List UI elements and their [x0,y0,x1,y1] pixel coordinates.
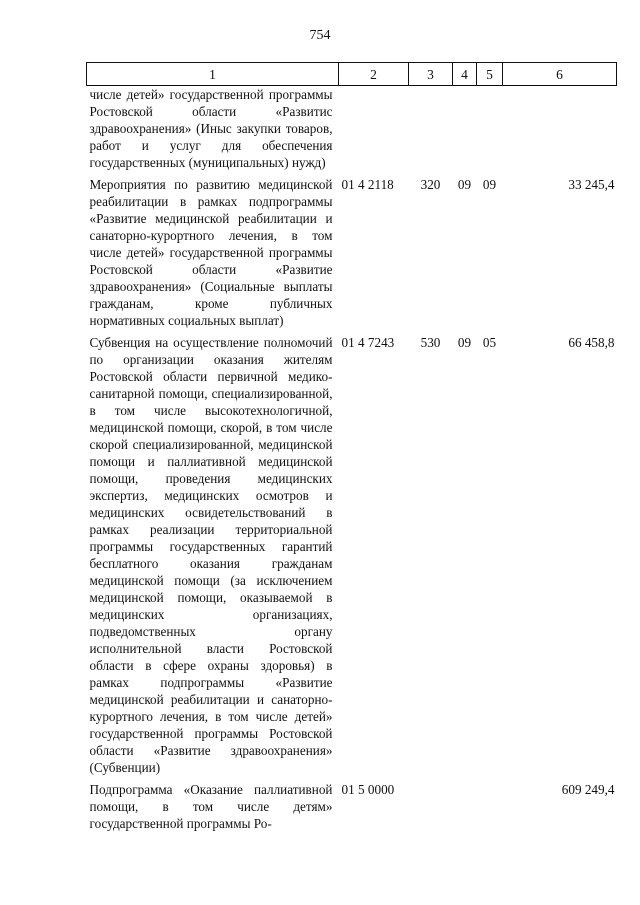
table-row [87,334,617,781]
row-description: Субвенция на осуществление полномочий по организации оказания жителям Ростовской области первичной медико-санитарной помощи, специализированной, в том числе высокотехнологичной, медицинской помощи, скорой, в том числе скорой специализированной, медицинской помощи и паллиативной медицинской помощи, проведения медицинских экспертиз, медицинских осмотров и медицинских освидетельствований в рамках реализации территориальной программы государственных гарантий бесплатного оказания гражданам медицинской помощи (за исключением медицинской помощи, оказываемой в медицинских организациях, подведомственных органу исполнительной власти Ростовской области в сфере охраны здоровья) в рамках подпрограммы «Развитие медицинской реабилитации и санаторно-курортного лечения, в том числе детей» государственной программы Ростовской области «Развитие здравоохранения» (Субвенции) [89,335,333,775]
row-subsection [477,781,503,837]
row-subsection [477,86,503,177]
row-amount: 609 249,4 [561,782,615,797]
row-amount [503,86,617,177]
row-section: 09 [457,177,472,192]
row-code: 01 5 0000 [341,782,395,797]
row-type [409,781,453,837]
row-type [409,86,453,177]
table-header-row [87,63,617,86]
budget-table [86,62,617,837]
row-code: 01 4 2118 [341,177,394,192]
row-type: 530 [420,335,441,350]
row-section [453,86,477,177]
column-header: 2 [339,63,409,86]
row-section: 09 [457,335,472,350]
row-description: Мероприятия по развитию медицинской реабилитации в рамках подпрограммы «Развитие медицинской реабилитации и санаторно-курортного лечения, в том числе детей» государственной программы Ростовской области «Развитие здравоохранения» (Социальные выплаты гражданам, кроме публичных нормативных социальных выплат) [89,177,333,328]
column-header: 3 [409,63,453,86]
column-header: 1 [87,63,339,86]
row-code [339,86,409,177]
row-description: числе детей» государственной программы Ростовской области «Развитис здравоохранения» (Иныс закупки товаров, работ и услуг для обеспечения государственных (муниципальных) нужд) [89,87,333,170]
row-code: 01 4 7243 [341,335,395,350]
row-type: 320 [420,177,441,192]
column-header: 5 [477,63,503,86]
row-description: Подпрограмма «Оказание паллиативной помощи, в том числе детям» государственной программы Ро- [89,782,333,831]
row-section [453,781,477,837]
row-amount: 33 245,4 [568,177,615,192]
table-row [87,781,617,837]
column-header: 4 [453,63,477,86]
table-row [87,86,617,177]
row-amount: 66 458,8 [568,335,615,350]
column-header: 6 [503,63,617,86]
row-subsection: 05 [482,335,497,350]
row-subsection: 09 [482,177,497,192]
table-row [87,176,617,334]
page-number: 754 [309,28,331,43]
